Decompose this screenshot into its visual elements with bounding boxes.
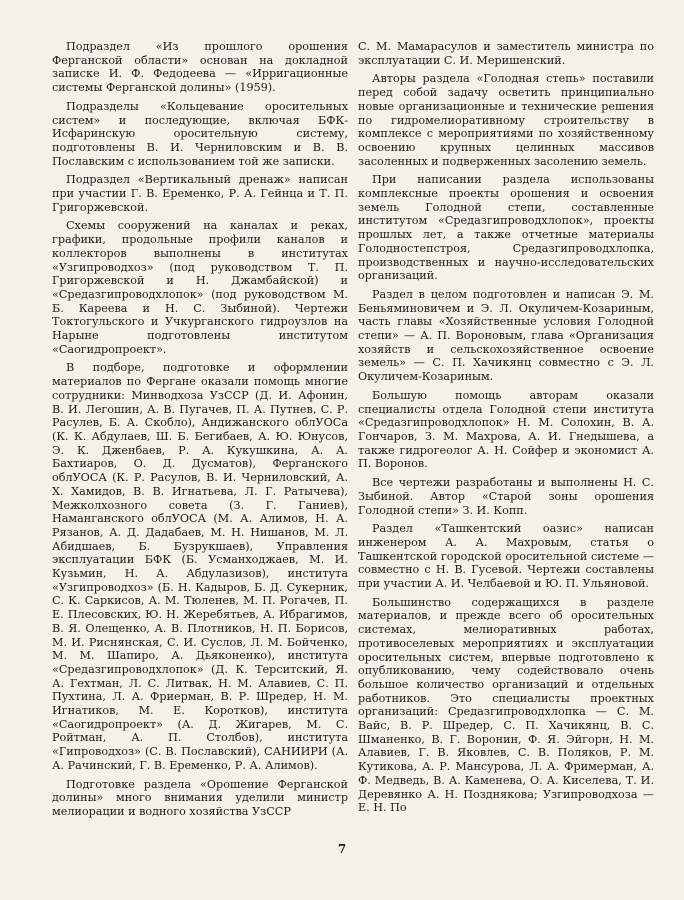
left-column (52, 40, 348, 824)
paragraph: Большую помощь авторам оказали специалисты отдела Голодной степи института «Средазгипроводхлопок» Н. М. Солохин, В. А. Гончаров, З. М. Махрова, А. И. Гнедышева, а также гидрогеолог А. Н. Сойфер и экономист А. П. Воронов. (358, 388, 654, 471)
paragraph: Подразделы «Кольцевание оросительных систем» и последующие, включая БФК-Исфаринскую оросительную систему, подготовлены В. И. Черниловским и В. В. Пославским с использованием той же записки. (52, 99, 348, 168)
paragraph: Большинство содержащихся в разделе материалов, и прежде всего об оросительных системах, мелиоративных работах, противоселевых мероприятиях и эксплуатации оросительных систем, впервые подготовлено к опубликованию, чему содействовало очень большое количество организаций и отдельных работников. Это специалисты проектных организаций: Средазгипроводхлопка — С. М. Вайс, В. Р. Шредер, С. П. Хачикянц, В. С. Шманенко, В. Г. Воронин, Ф. Я. Эйгорн, Н. М. Алавиев, Г. В. Яковлев, С. В. Поляков, Р. М. Кутикова, А. Р. Мансурова, Л. А. Фримерман, А. Ф. Медведь, В. А. Каменева, О. А. Киселева, Т. И. Деревянко А. Н. Позднякова; Узгипроводхоза — Е. Н. По (358, 595, 654, 815)
right-column (358, 40, 654, 820)
paragraph: Раздел в целом подготовлен и написан Э. М. Беньяминовичем и Э. Л. Окуличем-Козариным, часть главы «Хозяйственные условия Голодной степи» — А. П. Вороновым, глава «Организация хозяйств и сельскохозяйственное освоение земель» — С. П. Хачикянц совместно с Э. Л. Окуличем-Козариным. (358, 287, 654, 384)
paragraph: Подготовке раздела «Орошение Ферганской долины» много внимания уделили министр мелиорации и водного хозяйства УзССР (52, 777, 348, 818)
paragraph-continuation: С. М. Мамарасулов и заместитель министра по эксплуатации С. И. Меришенский. (358, 40, 654, 67)
paragraph: Схемы сооружений на каналах и реках, графики, продольные профили каналов и коллекторов выполнены в институтах «Узгипроводхоз» (под руководством Т. П. Григоржевской и Н. Джамбайской) и «Средазгипроводхлопок» (под руководством М. Б. Кареева и Н. С. Зыбиной). Чертежи Токтогульского и Учкурганского гидроузлов на Нарыне подготовлены институтом «Саогидропроект». (52, 219, 348, 356)
paragraph: Авторы раздела «Голодная степь» поставили перед собой задачу осветить принципиально новые организационные и технические решения по гидромелиоративному строительству в комплексе с мероприятиями по хозяйственному освоению крупных целинных массивов засоленных и подверженных засолению земель. (358, 72, 654, 168)
paragraph: При написании раздела использованы комплексные проекты орошения и освоения земель Голодной степи, составленные институтом «Средазгипроводхлопок», проекты прошлых лет, а также отчетные материалы Голодностепстроя, Средазгипроводхлопка, производственных и научно-исследовательских организаций. (358, 173, 654, 283)
paragraph: Подраздел «Из прошлого орошения Ферганской области» основан на докладной записке И. Ф. Федодеева — «Ирригационные системы Ферганской долины» (1959). (52, 40, 348, 95)
paragraph: Раздел «Ташкентский оазис» написан инженером А. А. Махровым, статья о Ташкентской городской оросительной системе — совместно с Н. В. Гусевой. Чертежи составлены при участии А. И. Челбаевой и Ю. П. Ульяновой. (358, 522, 654, 591)
paragraph: Все чертежи разработаны и выполнены Н. С. Зыбиной. Автор «Старой зоны орошения Голодной степи» З. И. Копп. (358, 476, 654, 517)
page-number: 7 (337, 842, 347, 856)
paragraph: В подборе, подготовке и оформлении материалов по Фергане оказали помощь многие сотрудники: Минводхоза УзССР (Д. И. Афонин, В. И. Легошин, А. В. Пугачев, П. А. Путнев, С. Р. Расулев, Б. А. Скобло), Андижанского облУОСа (К. К. Абдулаев, Ш. Б. Бегибаев, А. Ю. Юнусов, Э. К. Дженбаев, Р. А. Кукушкина, А. А. Бахтиаров, О. Д. Дусматов), Ферганского облУОСА (К. Р. Расулов, В. И. Черниловский, А. Х. Хамидов, В. В. Игнатьева, Л. Г. Ратычева), Межколхозного совета (З. Г. Ганиев), Наманганского облУОСА (М. А. Алимов, Н. А. Рязанов, А. Д. Дадабаев, М. Н. Нишанов, М. Л. Абидшаев, Б. Бузрукшаев), Управления эксплуатации БФК (Б. Усманходжаев, М. И. Кузьмин, Н. А. Абдулазизов), института «Узгипроводхоз» (Б. Н. Кадыров, Б. Д. Сукерник, С. К. Саркисов, А. М. Тюленев, М. П. Рогачев, П. Е. Плесовских, Ю. Н. Жеребятьев, А. Ибрагимов, В. Я. Олещенко, А. В. Плотников, Н. П. Борисов, М. И. Риснянская, С. И. Суслов, Л. М. Бойченко, М. М. Шапиро, А. Дьяконенко), института «Средазгипроводхлопок» (Д. К. Терситский, Я. А. Гехтман, Л. С. Литвак, Н. М. Алавиев, С. П. Пухтина, Л. А. Фриерман, В. Р. Шредер, Н. М. Игнатиков, М. Е. Коротков), института «Саогидропроект» (А. Д. Жигарев, М. С. Ройтман, А. П. Столбов), института «Гипроводхоз» (С. В. Пославский), САНИИРИ (А. А. Рачинский, Г. В. Еременко, Р. А. Алимов). (52, 361, 348, 772)
paragraph: Подраздел «Вертикальный дренаж» написан при участии Г. В. Еременко, Р. А. Гейнца и Т. П. Григоржевской. (52, 173, 348, 214)
